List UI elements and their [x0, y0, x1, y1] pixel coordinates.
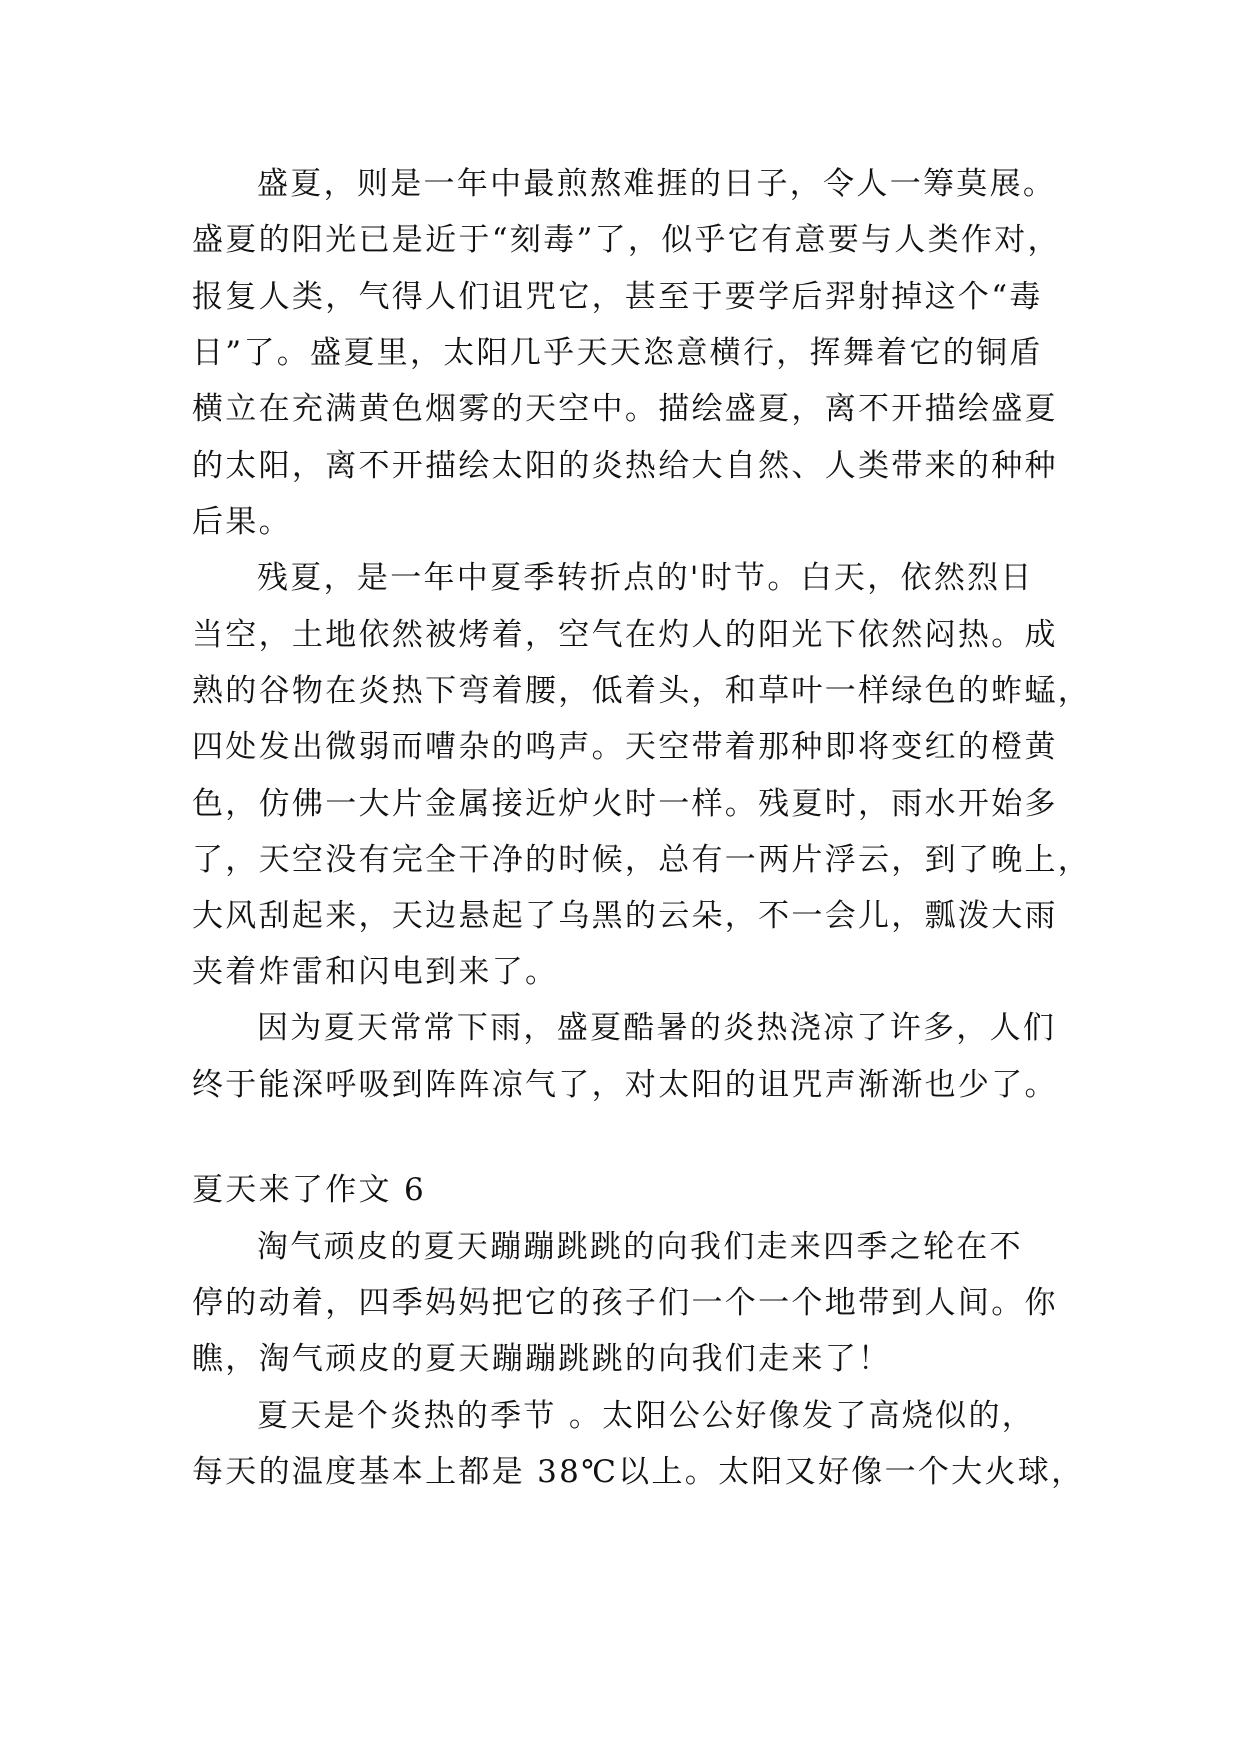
section-heading: 夏天来了作文 6: [192, 1172, 426, 1208]
paragraph-line: 停的动着，四季妈妈把它的孩子们一个一个地带到人间。你: [192, 1285, 1058, 1321]
paragraph-line: 日”了。盛夏里，太阳几乎天天恣意横行，挥舞着它的铜盾: [192, 335, 1043, 371]
paragraph-line: 盛夏，则是一年中最煎熬难捱的日子，令人一筹莫展。: [257, 166, 1057, 202]
paragraph-line: 的太阳，离不开描绘太阳的炎热给大自然、人类带来的种种: [192, 448, 1058, 484]
paragraph-line: 后果。: [192, 504, 292, 540]
paragraph-line: 色，仿佛一大片金属接近炉火时一样。残夏时，雨水开始多: [192, 786, 1058, 822]
paragraph-line: 熟的谷物在炎热下弯着腰，低着头，和草叶一样绿色的蚱蜢，: [192, 673, 1092, 709]
paragraph-line: 大风刮起来，天边悬起了乌黑的云朵，不一会儿，瓢泼大雨: [192, 898, 1058, 934]
paragraph-line: 报复人类，气得人们诅咒它，甚至于要学后羿射掉这个“毒: [192, 279, 1043, 315]
paragraph-line: 夏天是个炎热的季节 。太阳公公好像发了高烧似的，: [257, 1398, 1036, 1434]
paragraph-line: 横立在充满黄色烟雾的天空中。描绘盛夏，离不开描绘盛夏: [192, 391, 1058, 427]
paragraph-line: 终于能深呼吸到阵阵凉气了，对太阳的诅咒声渐渐也少了。: [192, 1067, 1058, 1103]
paragraph-line: 每天的温度基本上都是 38℃以上。太阳又好像一个大火球，: [192, 1454, 1085, 1490]
paragraph-line: 因为夏天常常下雨，盛夏酷暑的炎热浇凉了许多，人们: [257, 1010, 1057, 1046]
paragraph-line: 当空，土地依然被烤着，空气在灼人的阳光下依然闷热。成: [192, 617, 1058, 653]
paragraph-line: 了，天空没有完全干净的时候，总有一两片浮云，到了晚上，: [192, 842, 1092, 878]
paragraph-line: 瞧，淘气顽皮的夏天蹦蹦跳跳的向我们走来了！: [192, 1341, 892, 1377]
paragraph-line: 残夏，是一年中夏季转折点的'时节。白天，依然烈日: [257, 560, 1034, 596]
paragraph-line: 盛夏的阳光已是近于“刻毒”了，似乎它有意要与人类作对，: [192, 222, 1061, 258]
paragraph-line: 夹着炸雷和闪电到来了。: [192, 954, 559, 990]
paragraph-line: 四处发出微弱而嘈杂的鸣声。天空带着那种即将变红的橙黄: [192, 729, 1058, 765]
paragraph-line: 淘气顽皮的夏天蹦蹦跳跳的向我们走来四季之轮在不: [257, 1229, 1023, 1265]
